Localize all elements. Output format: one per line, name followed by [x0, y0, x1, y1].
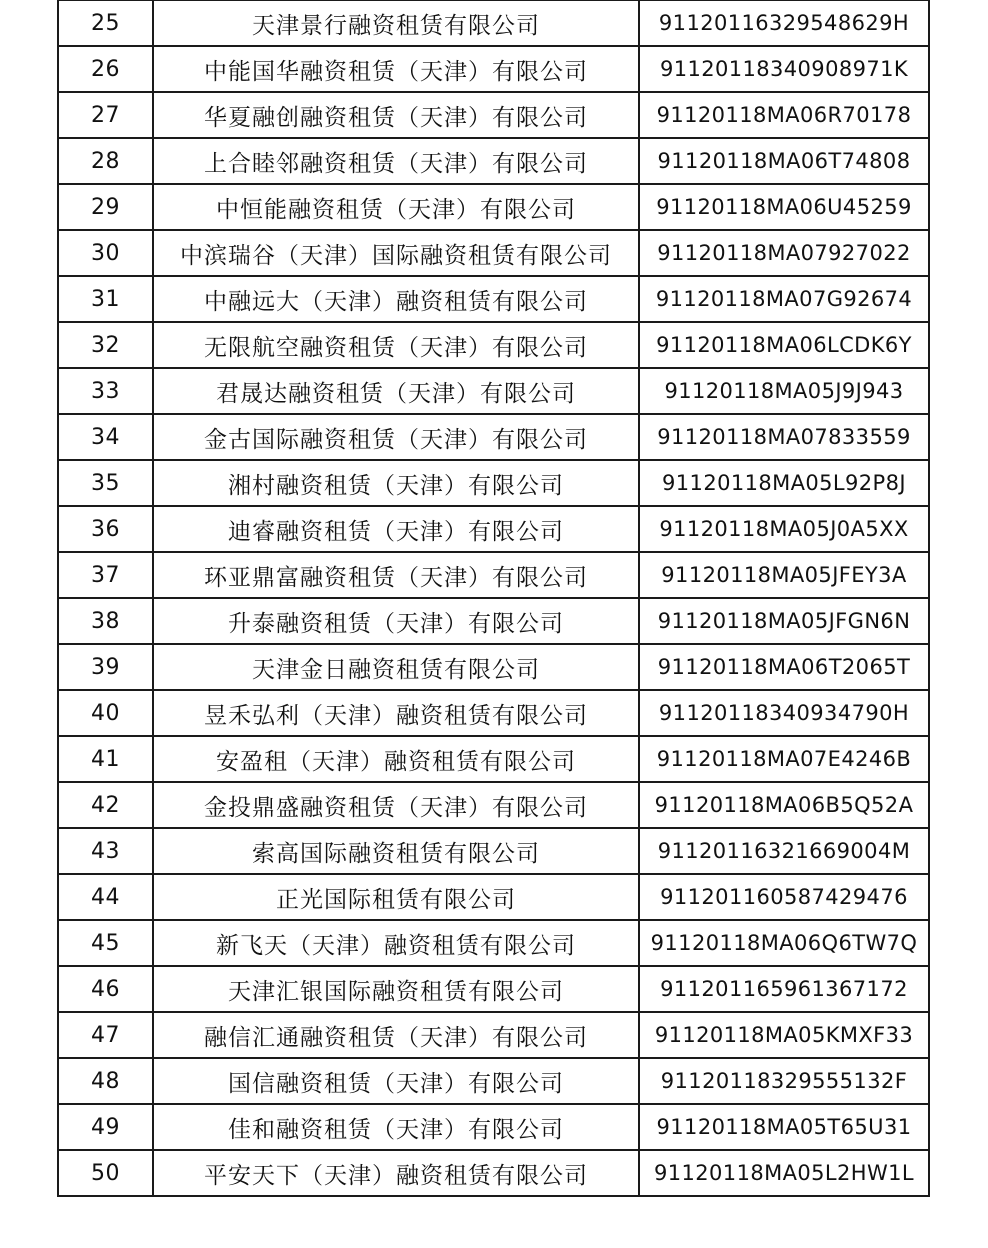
table-row [58, 506, 929, 552]
credit-code-cell: 91120118MA07G92674 [639, 276, 929, 322]
table-row [58, 874, 929, 920]
row-number-cell: 38 [58, 598, 153, 644]
row-number-cell: 43 [58, 828, 153, 874]
table-row [58, 414, 929, 460]
credit-code-cell: 91120118MA06T2065T [639, 644, 929, 690]
company-name-cell: 中能国华融资租赁（天津）有限公司 [153, 46, 639, 92]
table-row [58, 1012, 929, 1058]
company-name-cell: 无限航空融资租赁（天津）有限公司 [153, 322, 639, 368]
table-row [58, 0, 929, 46]
company-name-cell: 新飞天（天津）融资租赁有限公司 [153, 920, 639, 966]
table-row [58, 184, 929, 230]
row-number-cell: 31 [58, 276, 153, 322]
credit-code-cell: 91120118MA05L92P8J [639, 460, 929, 506]
table-row [58, 828, 929, 874]
table-row [58, 322, 929, 368]
credit-code-cell: 91120118MA07833559 [639, 414, 929, 460]
row-number-cell: 46 [58, 966, 153, 1012]
company-name-cell: 华夏融创融资租赁（天津）有限公司 [153, 92, 639, 138]
credit-code-cell: 91120118MA06LCDK6Y [639, 322, 929, 368]
company-name-cell: 环亚鼎富融资租赁（天津）有限公司 [153, 552, 639, 598]
row-number-cell: 49 [58, 1104, 153, 1150]
company-name-cell: 天津汇银国际融资租赁有限公司 [153, 966, 639, 1012]
table-row [58, 782, 929, 828]
row-number-cell: 45 [58, 920, 153, 966]
table-row [58, 552, 929, 598]
row-number-cell: 48 [58, 1058, 153, 1104]
row-number-cell: 28 [58, 138, 153, 184]
table-row [58, 460, 929, 506]
company-name-cell: 君晟达融资租赁（天津）有限公司 [153, 368, 639, 414]
row-number-cell: 50 [58, 1150, 153, 1196]
credit-code-cell: 911201165961367172 [639, 966, 929, 1012]
credit-code-cell: 91120118MA06R70178 [639, 92, 929, 138]
table-row [58, 276, 929, 322]
company-name-cell: 昱禾弘利（天津）融资租赁有限公司 [153, 690, 639, 736]
credit-code-cell: 91120118MA05L2HW1L [639, 1150, 929, 1196]
company-name-cell: 正光国际租赁有限公司 [153, 874, 639, 920]
row-number-cell: 25 [58, 0, 153, 46]
row-number-cell: 41 [58, 736, 153, 782]
credit-code-cell: 911201160587429476 [639, 874, 929, 920]
credit-code-cell: 91120118MA05KMXF33 [639, 1012, 929, 1058]
row-number-cell: 30 [58, 230, 153, 276]
row-number-cell: 34 [58, 414, 153, 460]
company-name-cell: 金古国际融资租赁（天津）有限公司 [153, 414, 639, 460]
company-name-cell: 安盈租（天津）融资租赁有限公司 [153, 736, 639, 782]
row-number-cell: 32 [58, 322, 153, 368]
table-row [58, 92, 929, 138]
company-name-cell: 金投鼎盛融资租赁（天津）有限公司 [153, 782, 639, 828]
credit-code-cell: 91120118MA06Q6TW7Q [639, 920, 929, 966]
table-row [58, 736, 929, 782]
row-number-cell: 42 [58, 782, 153, 828]
company-name-cell: 迪睿融资租赁（天津）有限公司 [153, 506, 639, 552]
table-row [58, 1058, 929, 1104]
row-number-cell: 27 [58, 92, 153, 138]
company-name-cell: 中滨瑞谷（天津）国际融资租赁有限公司 [153, 230, 639, 276]
table-row [58, 598, 929, 644]
row-number-cell: 37 [58, 552, 153, 598]
table-row [58, 966, 929, 1012]
company-name-cell: 索高国际融资租赁有限公司 [153, 828, 639, 874]
company-name-cell: 天津景行融资租赁有限公司 [153, 0, 639, 46]
company-registry-table [57, 0, 930, 1197]
table-row [58, 644, 929, 690]
row-number-cell: 40 [58, 690, 153, 736]
credit-code-cell: 91120118MA05JFEY3A [639, 552, 929, 598]
company-name-cell: 佳和融资租赁（天津）有限公司 [153, 1104, 639, 1150]
row-number-cell: 36 [58, 506, 153, 552]
company-name-cell: 升泰融资租赁（天津）有限公司 [153, 598, 639, 644]
row-number-cell: 39 [58, 644, 153, 690]
credit-code-cell: 91120118MA06B5Q52A [639, 782, 929, 828]
table-row [58, 1104, 929, 1150]
table-row [58, 46, 929, 92]
credit-code-cell: 91120118MA06U45259 [639, 184, 929, 230]
table-row [58, 230, 929, 276]
credit-code-cell: 91120118MA06T74808 [639, 138, 929, 184]
company-name-cell: 中恒能融资租赁（天津）有限公司 [153, 184, 639, 230]
row-number-cell: 29 [58, 184, 153, 230]
row-number-cell: 26 [58, 46, 153, 92]
row-number-cell: 33 [58, 368, 153, 414]
company-name-cell: 中融远大（天津）融资租赁有限公司 [153, 276, 639, 322]
company-name-cell: 天津金日融资租赁有限公司 [153, 644, 639, 690]
credit-code-cell: 91120118340908971K [639, 46, 929, 92]
table-row [58, 690, 929, 736]
row-number-cell: 44 [58, 874, 153, 920]
company-name-cell: 湘村融资租赁（天津）有限公司 [153, 460, 639, 506]
company-name-cell: 融信汇通融资租赁（天津）有限公司 [153, 1012, 639, 1058]
table-row [58, 368, 929, 414]
credit-code-cell: 91120118MA05J9J943 [639, 368, 929, 414]
company-name-cell: 上合睦邻融资租赁（天津）有限公司 [153, 138, 639, 184]
table-row [58, 138, 929, 184]
credit-code-cell: 91120118329555132F [639, 1058, 929, 1104]
row-number-cell: 35 [58, 460, 153, 506]
credit-code-cell: 9112011632166900​4M [639, 828, 929, 874]
company-name-cell: 国信融资租赁（天津）有限公司 [153, 1058, 639, 1104]
credit-code-cell: 91120118MA05JFGN6N [639, 598, 929, 644]
credit-code-cell: 91120118MA05T65U31 [639, 1104, 929, 1150]
registry-table-body [58, 0, 929, 1196]
table-row [58, 920, 929, 966]
credit-code-cell: 91120116329548629H [639, 0, 929, 46]
table-row [58, 1150, 929, 1196]
row-number-cell: 47 [58, 1012, 153, 1058]
credit-code-cell: 91120118MA05J0A5XX [639, 506, 929, 552]
company-name-cell: 平安天下（天津）融资租赁有限公司 [153, 1150, 639, 1196]
credit-code-cell: 91120118MA07927022 [639, 230, 929, 276]
credit-code-cell: 91120118MA07E4246B [639, 736, 929, 782]
credit-code-cell: 91120118340934790H [639, 690, 929, 736]
